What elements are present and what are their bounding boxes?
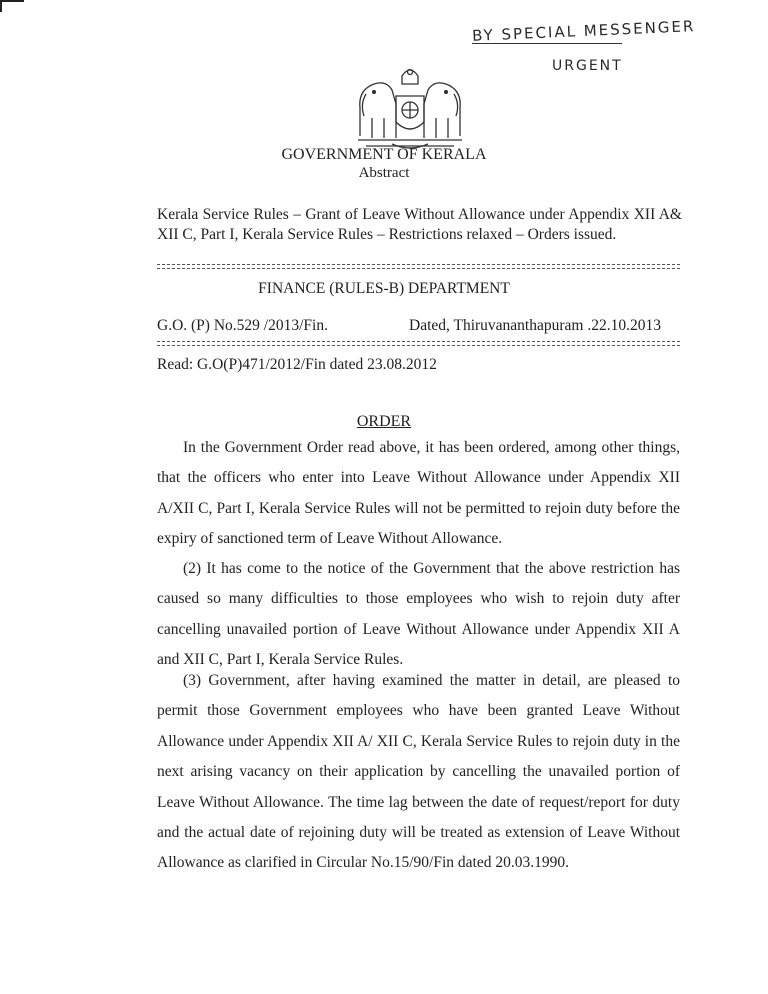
paragraph-text: (3) Government, after having examined the matter in detail, are pleased to permit those Government employees who have been granted Leave Without Allowance under Appendix XII A/ XII C, Kerala Service Rules to rejoin duty in the next arising vacancy on their application by cancelling the unavailed portion of Leave Without Allowance. The time lag between the date of request/report for duty and the actual date of rejoining duty will be treated as extension of Leave Without Allowance as clarified in Circular No.15/90/Fin dated 20.03.1990. [157,672,680,872]
paragraph-text: (2) It has come to the notice of the Government that the above restriction has caused so many difficulties to those employees who wish to rejoin duty after cancelling unavailed portion of Leave Without Allowance under Appendix XII A and XII C, Part I, Kerala Service Rules. [157,560,680,669]
order-paragraph-2 [157,554,680,676]
reference-read: Read: G.O(P)471/2012/Fin dated 23.08.2012 [157,356,437,373]
order-paragraph-1 [157,433,680,555]
scan-corner-mark [0,0,24,12]
government-heading: GOVERNMENT OF KERALA [281,146,487,163]
abstract-label: Abstract [358,165,410,181]
order-subject: Kerala Service Rules – Grant of Leave Without Allowance under Appendix XII A& XII C, Part I, Kerala Service Rules – Restrictions relaxed – Orders issued. [157,206,682,243]
handwritten-urgent-note: URGENT [552,58,623,74]
handwritten-messenger-note: BY SPECIAL MESSENGER [471,17,696,45]
department-heading: FINANCE (RULES-B) DEPARTMENT [258,280,510,297]
divider-double-dashed [157,264,680,269]
order-date: Dated, Thiruvananthapuram .22.10.2013 [409,317,661,334]
go-number: G.O. (P) No.529 /2013/Fin. [157,317,328,334]
state-emblem-icon [352,60,468,152]
divider-double-dashed [157,341,680,346]
note-underline [472,43,622,44]
order-title: ORDER [356,413,412,430]
paragraph-text: In the Government Order read above, it has been ordered, among other things, that the officers who enter into Leave Without Allowance under Appendix XII A/XII C, Part I, Kerala Service Rules will not be permitted to rejoin duty before the expiry of sanctioned term of Leave Without Allowance. [157,439,680,548]
order-paragraph-3 [157,666,680,879]
